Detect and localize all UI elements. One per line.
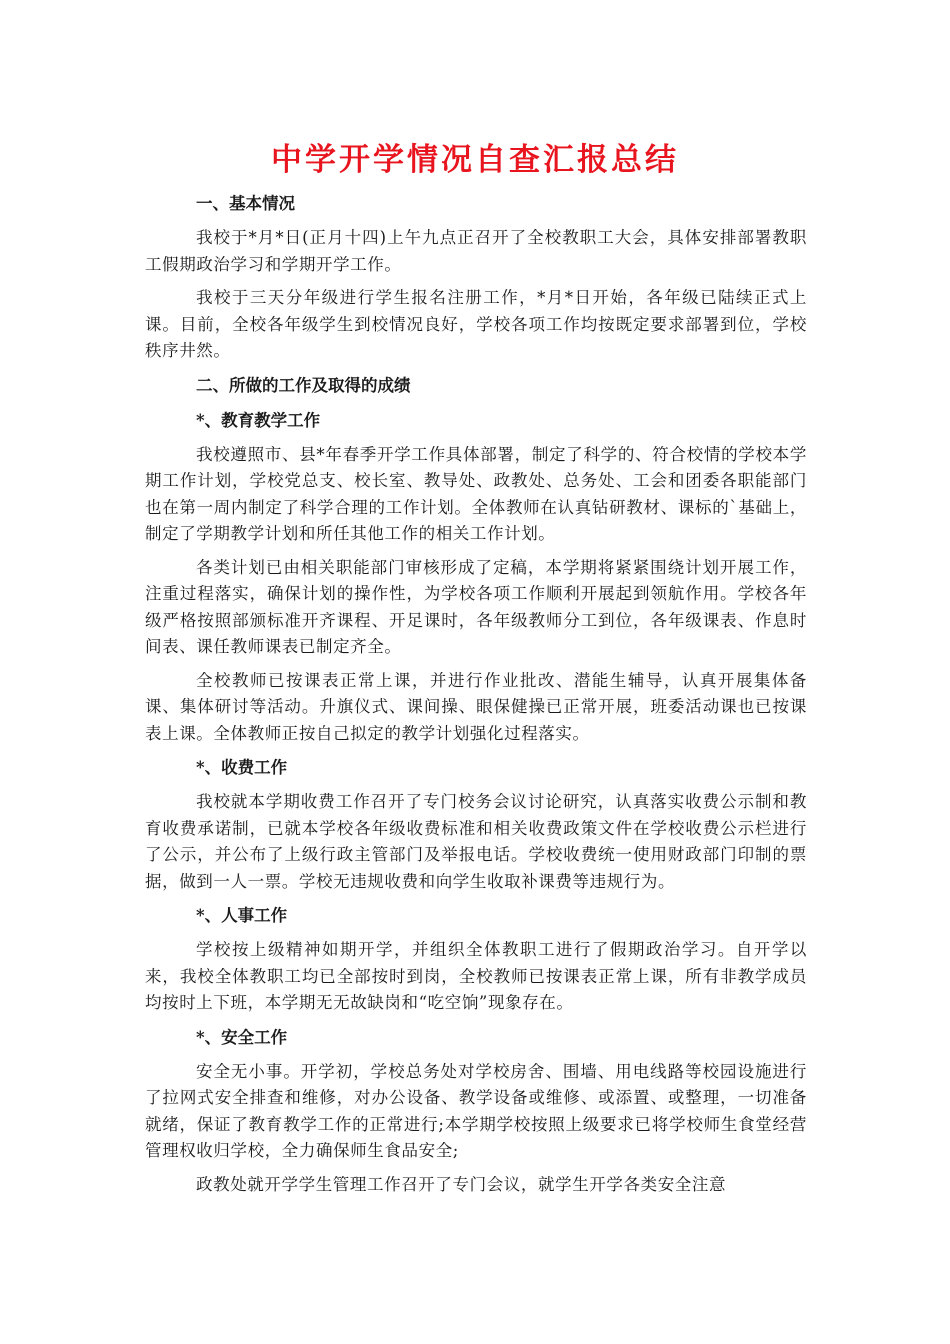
document-body: [145, 190, 807, 1205]
paragraph: 全校教师已按课表正常上课，并进行作业批改、潜能生辅导，认真开展集体备课、集体研讨等活动。升旗仪式、课间操、眼保健操已正常开展，班委活动课也已按课表上课。全体教师正按自己拟定的教学计划强化过程落实。: [145, 670, 807, 743]
paragraph: 安全无小事。开学初，学校总务处对学校房舍、围墙、用电线路等校园设施进行了拉网式安全排查和维修，对办公设备、教学设备或维修、或添置、或整理，一切准备就绪，保证了教育教学工作的正常进行;本学期学校按照上级要求已将学校师生食堂经营管理权收归学校，全力确保师生食品安全;: [145, 1061, 807, 1160]
subsection-heading-personnel: *、人事工作: [196, 906, 288, 925]
subsection-heading-teaching: *、教育教学工作: [196, 410, 321, 430]
paragraph: 各类计划已由相关职能部门审核形成了定稿，本学期将紧紧围绕计划开展工作，注重过程落实，确保计划的操作性，为学校各项工作顺利开展起到领航作用。学校各年级严格按照部颁标准开齐课程、开足课时，各年级教师分工到位，各年级课表、作息时间表、课任教师课表已制定齐全。: [145, 557, 807, 656]
section-heading-basic: 一、基本情况: [196, 194, 295, 213]
paragraph: 我校于*月*日(正月十四)上午九点正召开了全校教职工大会，具体安排部署教职工假期政治学习和学期开学工作。: [145, 228, 807, 274]
paragraph: 我校就本学期收费工作召开了专门校务会议讨论研究，认真落实收费公示制和教育收费承诺制，已就本学校各年级收费标准和相关收费政策文件在学校收费公示栏进行了公示，并公布了上级行政主管部门及举报电话。学校收费统一使用财政部门印制的票据，做到一人一票。学校无违规收费和向学生收取补课费等违规行为。: [145, 792, 807, 891]
subsection-heading-safety: *、安全工作: [196, 1027, 288, 1047]
paragraph: 我校于三天分年级进行学生报名注册工作，*月*日开始，各年级已陆续正式上课。目前，全校各年级学生到校情况良好，学校各项工作均按既定要求部署到位，学校秩序井然。: [145, 288, 807, 360]
document-title: 中学开学情况自查汇报总结: [271, 142, 679, 178]
paragraph: 政教处就开学学生管理工作召开了专门会议，就学生开学各类安全注意: [196, 1174, 727, 1194]
paragraph: 学校按上级精神如期开学，并组织全体教职工进行了假期政治学习。自开学以来，我校全体教职工均已全部按时到岗，全校教师已按课表正常上课，所有非教学成员均按时上下班，本学期无无故缺岗和“吃空饷”现象存在。: [145, 940, 807, 1012]
subsection-heading-fees: *、收费工作: [196, 758, 288, 777]
paragraph: 我校遵照市、县*年春季开学工作具体部署，制定了科学的、符合校情的学校本学期工作计划，学校党总支、校长室、教导处、政教处、总务处、工会和团委各职能部门也在第一周内制定了科学合理的工作计划。全体教师在认真钻研教材、课标的`基础上，制定了学期教学计划和所任其他工作的相关工作计划。: [145, 444, 807, 543]
section-heading-work: 二、所做的工作及取得的成绩: [196, 375, 411, 395]
